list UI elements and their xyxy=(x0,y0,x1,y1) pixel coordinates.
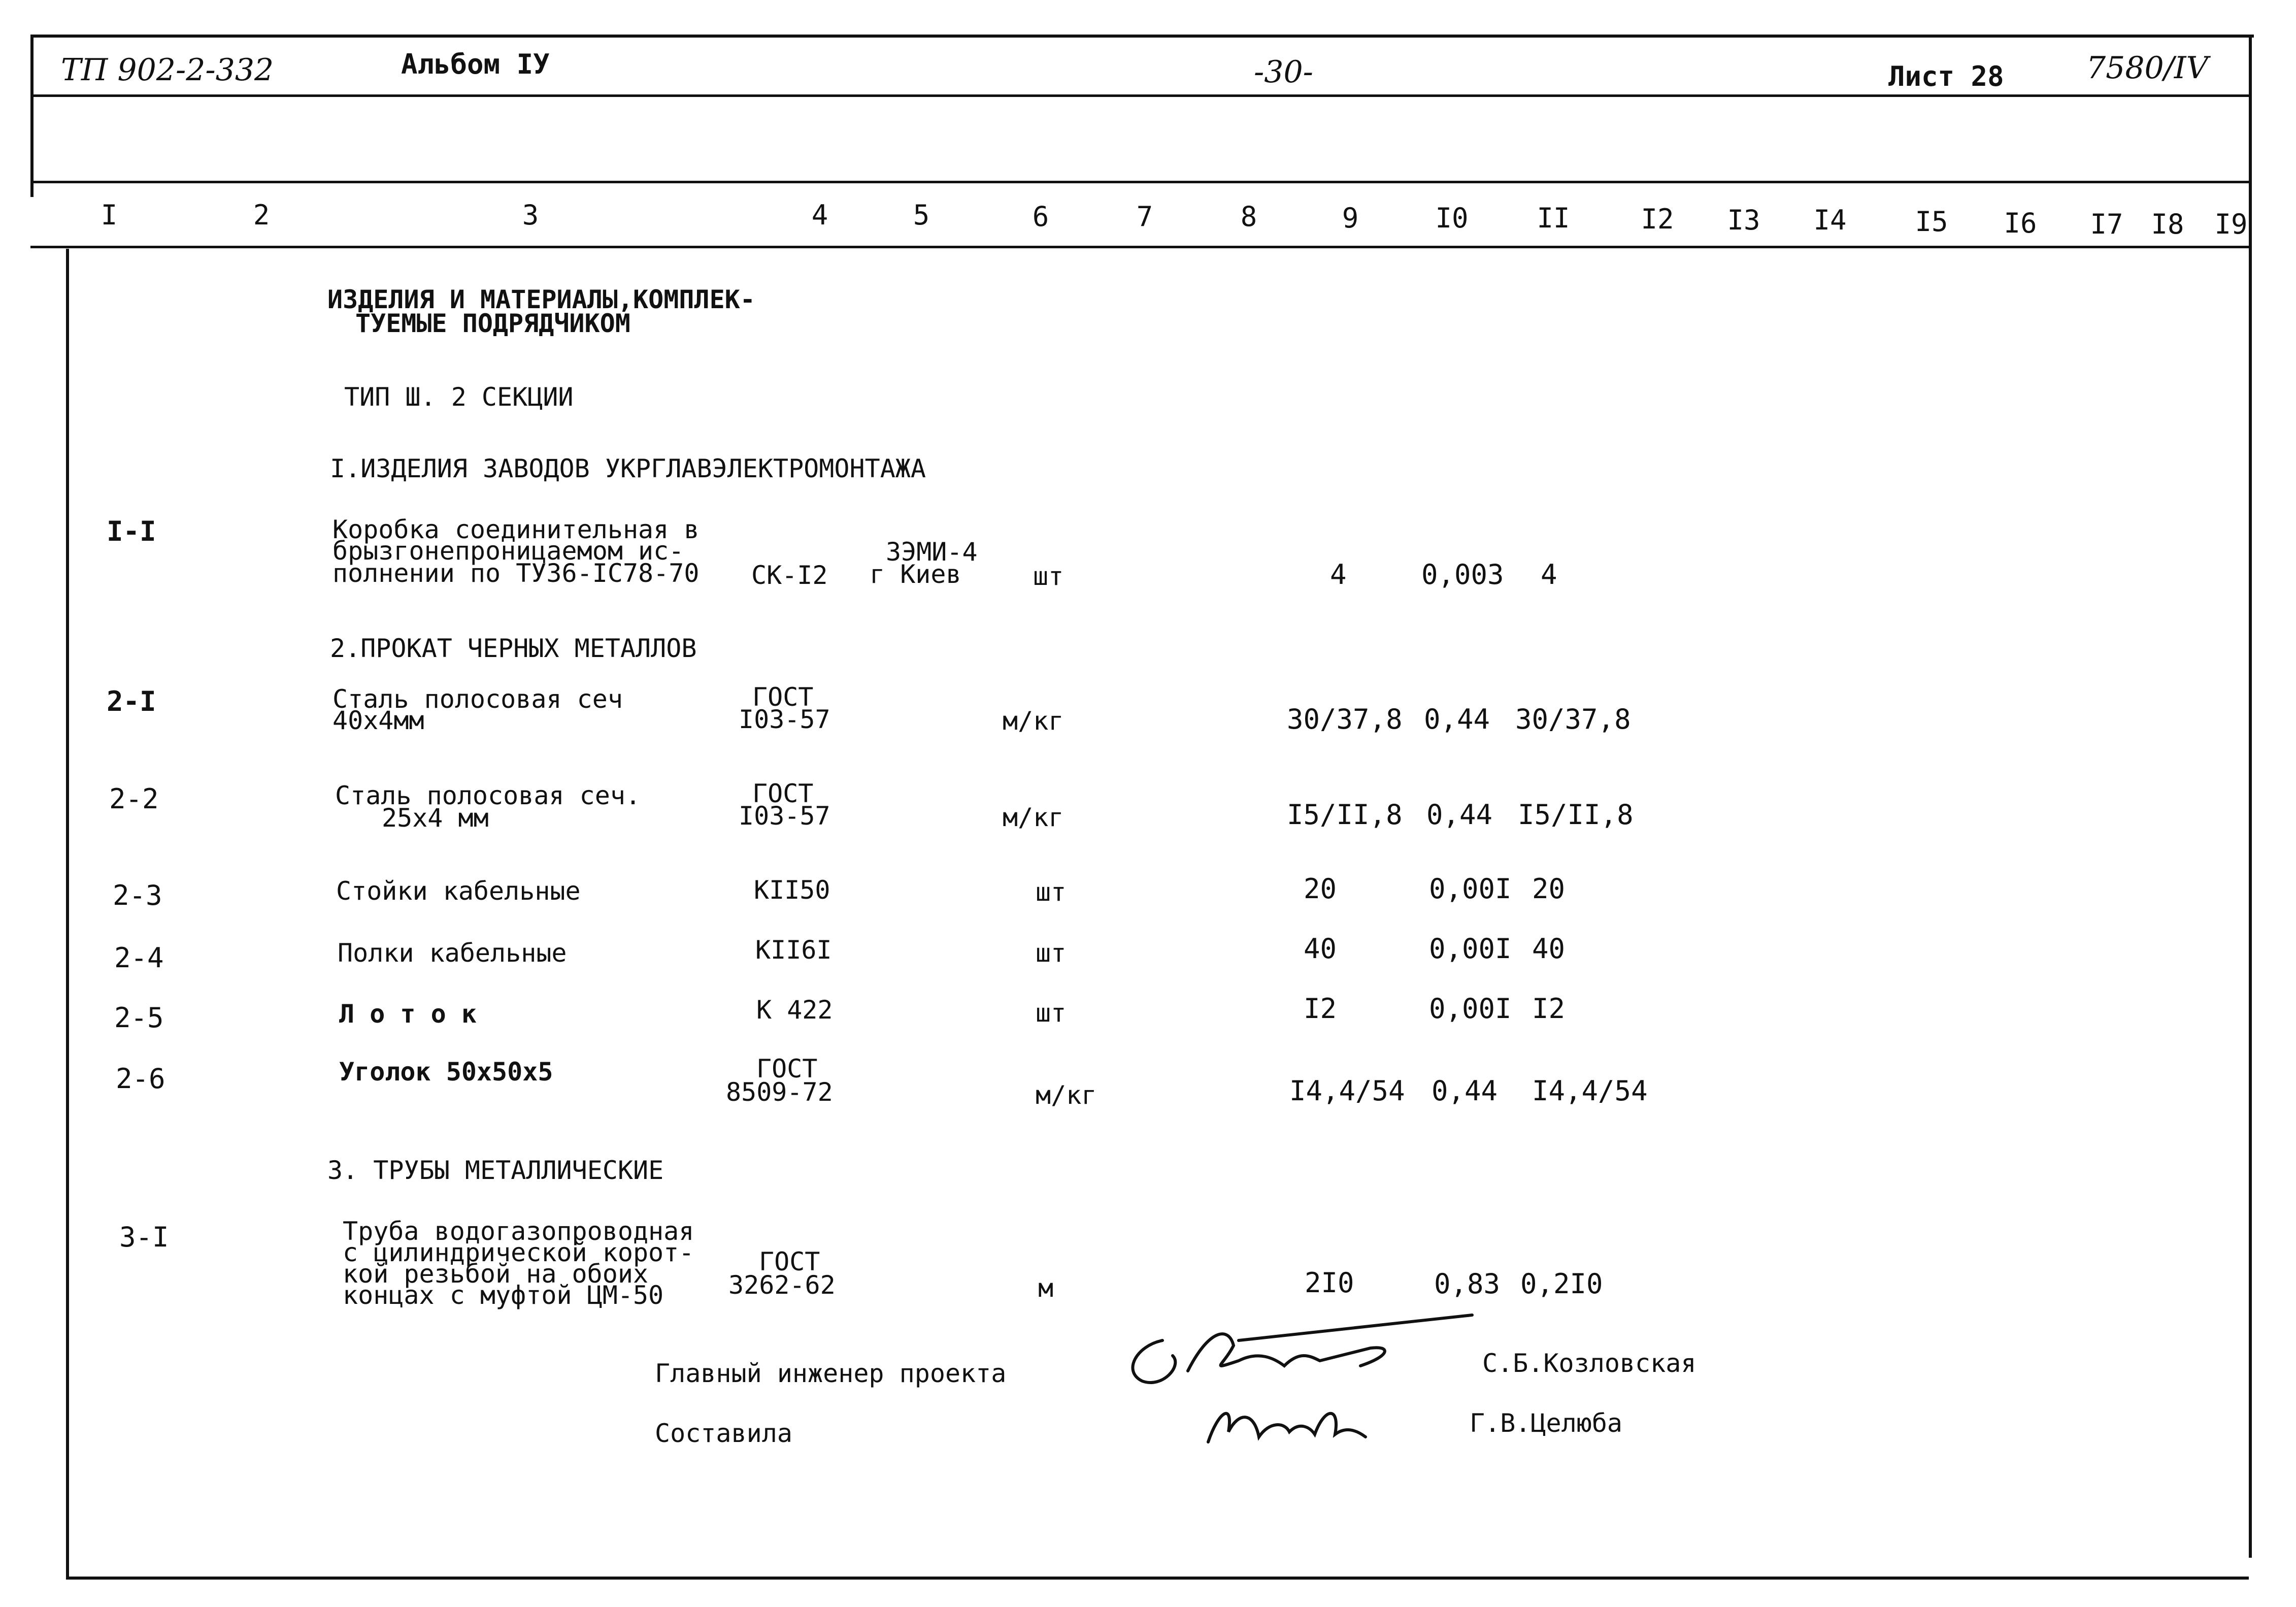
author-label: Составила xyxy=(655,1419,792,1448)
column-number: I2 xyxy=(1641,203,1674,235)
column-number: II xyxy=(1537,202,1570,234)
column-header-top-rule xyxy=(30,181,2252,183)
frame-bottom xyxy=(66,1577,2249,1580)
section-title: I.ИЗДЕЛИЯ ЗАВОДОВ УКРГЛАВЭЛЕКТРОМОНТАЖА xyxy=(330,454,926,483)
row-quantity: 30/37,8 xyxy=(1287,703,1403,735)
row-code-line: ГОСТ xyxy=(752,779,814,808)
row-name-line: Уголок 50х50х5 xyxy=(339,1057,553,1087)
frame-right xyxy=(2249,35,2252,1558)
section-title: 3. ТРУБЫ МЕТАЛЛИЧЕСКИЕ xyxy=(327,1156,664,1185)
section-title: 2.ПРОКАТ ЧЕРНЫХ МЕТАЛЛОВ xyxy=(330,634,697,663)
row-unit-mass: 0,44 xyxy=(1426,799,1493,831)
row-total: I2 xyxy=(1532,993,1566,1025)
row-position: 3-I xyxy=(119,1221,169,1253)
row-unit-mass: 0,44 xyxy=(1432,1075,1498,1107)
row-quantity: 20 xyxy=(1304,873,1337,905)
row-name-line: концах с муфтой ЦМ-50 xyxy=(343,1281,664,1310)
row-total: 30/37,8 xyxy=(1515,703,1631,735)
column-number: 2 xyxy=(253,199,270,231)
row-unit: шт xyxy=(1036,877,1067,907)
header-rule xyxy=(30,94,2252,97)
row-unit: м xyxy=(1038,1273,1054,1303)
row-name-line: кой резьбой на обоих xyxy=(343,1259,649,1289)
column-number: 8 xyxy=(1240,201,1257,233)
row-position: I-I xyxy=(107,515,156,547)
row-quantity: I5/II,8 xyxy=(1287,799,1403,831)
row-name-line: Труба водогазопроводная xyxy=(343,1217,694,1246)
row-unit-mass: 0,83 xyxy=(1434,1268,1501,1300)
row-name-line: Л о т о к xyxy=(339,999,477,1029)
row-unit-mass: 0,00I xyxy=(1429,873,1512,905)
row-code-line: 3262-62 xyxy=(728,1270,836,1300)
row-name-line: Сталь полосовая сеч xyxy=(332,684,623,714)
author-name: Г.В.Целюба xyxy=(1470,1408,1623,1438)
sheet-label: Лист 28 xyxy=(1888,60,2004,92)
column-number: 6 xyxy=(1032,201,1049,233)
column-number: 3 xyxy=(522,199,539,231)
row-name-line: Сталь полосовая сеч. xyxy=(335,781,641,810)
row-code: КII50 xyxy=(754,875,830,905)
author-signature xyxy=(1198,1391,1371,1457)
chief-engineer-label: Главный инженер проекта xyxy=(655,1359,1007,1388)
row-unit: м/кг xyxy=(1036,1080,1097,1110)
column-number: I xyxy=(101,199,118,231)
chief-engineer-signature xyxy=(1107,1310,1472,1396)
row-position: 2-2 xyxy=(109,783,159,815)
row-name-line: с цилиндрической корот- xyxy=(343,1238,694,1267)
row-unit: шт xyxy=(1036,998,1067,1028)
row-name-line: Стойки кабельные xyxy=(336,876,581,906)
frame-left-lower xyxy=(66,249,69,1579)
column-number: I5 xyxy=(1915,206,1948,238)
frame-left xyxy=(30,35,34,197)
row-code: К 422 xyxy=(756,995,833,1025)
row-quantity: 2I0 xyxy=(1305,1267,1354,1299)
column-number: I7 xyxy=(2090,208,2123,240)
row-name-line: Коробка соединительная в xyxy=(332,515,700,544)
row-code-line: I03-57 xyxy=(739,705,830,734)
frame-top xyxy=(30,35,2254,38)
row-total: 0,2I0 xyxy=(1520,1268,1603,1300)
row-quantity: 4 xyxy=(1330,559,1347,591)
row-code-line: 8509-72 xyxy=(726,1077,833,1107)
row-code-line: ГОСТ xyxy=(759,1247,820,1276)
title-line-1: ИЗДЕЛИЯ И МАТЕРИАЛЫ,КОМПЛЕК- xyxy=(327,285,755,314)
row-code-line: I03-57 xyxy=(739,801,830,831)
row-name-line: полнении по ТУ36-IС78-70 xyxy=(332,559,700,588)
row-name-line: брызгонепроницаемом ис- xyxy=(332,536,684,566)
row-position: 2-3 xyxy=(113,879,162,911)
column-number: 5 xyxy=(913,199,930,231)
row-code-line: ГОСТ xyxy=(752,682,814,712)
row-code: СК-I2 xyxy=(751,561,828,590)
column-number: 9 xyxy=(1342,202,1359,234)
row-total: 4 xyxy=(1541,559,1557,591)
inventory-number: 7580/IV xyxy=(2086,50,2208,86)
row-total: 20 xyxy=(1532,873,1566,905)
column-header-bottom-rule xyxy=(30,246,2252,248)
column-number: 7 xyxy=(1136,201,1153,233)
page-number: -30- xyxy=(1254,54,1313,90)
column-number: I8 xyxy=(2151,208,2184,240)
row-position: 2-4 xyxy=(114,942,164,974)
row-total: I4,4/54 xyxy=(1532,1075,1648,1107)
title-line-2: ТУЕМЫЕ ПОДРЯДЧИКОМ xyxy=(355,309,630,338)
row-position: 2-5 xyxy=(114,1002,164,1034)
album-label: Альбом IУ xyxy=(401,48,550,80)
row-unit-mass: 0,44 xyxy=(1424,703,1490,735)
column-number: I9 xyxy=(2214,208,2248,240)
row-position: 2-I xyxy=(107,685,156,717)
column-number: I0 xyxy=(1435,202,1469,234)
row-quantity: 40 xyxy=(1304,933,1337,965)
column-number: I6 xyxy=(2004,207,2037,239)
row-unit-mass: 0,00I xyxy=(1429,993,1512,1025)
column-number: I3 xyxy=(1727,204,1760,236)
row-quantity: I4,4/54 xyxy=(1289,1075,1405,1107)
row-name-line: 25х4 мм xyxy=(382,803,489,833)
row-code: КII6I xyxy=(755,935,832,965)
row-unit: м/кг xyxy=(1003,803,1064,832)
type-line: ТИП Ш. 2 СЕКЦИИ xyxy=(344,382,574,412)
chief-engineer-name: С.Б.Козловская xyxy=(1482,1349,1696,1378)
row-code-line: ГОСТ xyxy=(756,1054,818,1084)
doc-code: ТП 902-2-332 xyxy=(61,52,274,88)
row-total: I5/II,8 xyxy=(1518,799,1634,831)
row-unit: шт xyxy=(1033,562,1064,591)
row-name-line: 40х4мм xyxy=(332,706,424,735)
row-unit: шт xyxy=(1036,938,1067,968)
row-position: 2-6 xyxy=(116,1063,165,1095)
column-number: I4 xyxy=(1813,204,1847,236)
row-maker-line: ЗЭМИ-4 xyxy=(886,537,978,567)
row-name-line: Полки кабельные xyxy=(338,938,567,968)
row-total: 40 xyxy=(1532,933,1566,965)
row-unit: м/кг xyxy=(1003,706,1064,736)
row-quantity: I2 xyxy=(1304,993,1337,1025)
row-maker-line: г Киев xyxy=(870,560,961,589)
column-number: 4 xyxy=(811,199,828,231)
row-unit-mass: 0,00I xyxy=(1429,933,1512,965)
row-unit-mass: 0,003 xyxy=(1421,559,1504,591)
